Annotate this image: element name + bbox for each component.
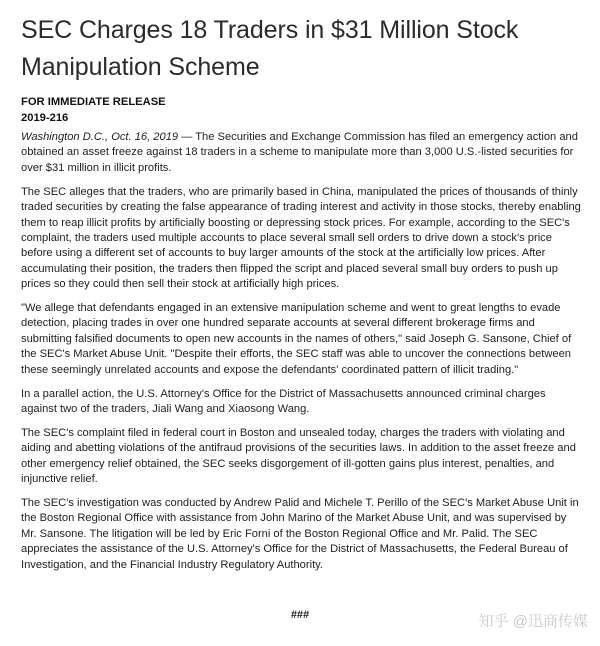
release-number: 2019-216 [21,112,69,124]
paragraph-1-text: The Securities and Exchange Commission has filed an emergency action and obtained an asset freeze against 18 traders in a scheme to manipulate more than 3,000 U.S.-listed securities for over $31 million in illicit profits. [21,131,578,174]
paragraph-5: The SEC's complaint filed in federal court in Boston and unsealed today, charges the traders with violating and aiding and abetting violations of the antifraud provisions of the securities laws. In addition to the asset freeze and other emergency relief obtained, the SEC seeks disgorgement of ill-gotten gains plus interest, penalties, and injunctive relief. [21,426,576,486]
watermark: 知乎 @迅商传媒 [478,613,588,630]
paragraph-3-quote: "We allege that defendants engaged in an extensive manipulation scheme and went to great lengths to evade detection, placing trades in over one hundred separate accounts at several different brokerage firms and submitting falsified documents to open new accounts in the names of others," said Joseph G. Sansone, Chief of the SEC's Market Abuse Unit. "Despite their efforts, the SEC staff was able to uncover the connections between these seemingly unrelated accounts and expose the defendants' coordinated pattern of illicit trading." [21,302,572,376]
release-label: FOR IMMEDIATE RELEASE [21,96,166,108]
dateline: Washington D.C., Oct. 16, 2019 [21,131,179,143]
paragraph-4: In a parallel action, the U.S. Attorney's Office for the District of Massachusetts announced criminal charges against two of the traders, Jiali Wang and Xiaosong Wang. [21,387,546,415]
paragraph-6: The SEC's investigation was conducted by Andrew Palid and Michele T. Perillo of the SEC's Market Abuse Unit in the Boston Regional Office with assistance from John Marino of the Market Abuse Unit, and was supervised by Mr. Sansone. The litigation will be led by Eric Forni of the Boston Regional Office and Mr. Palid. The SEC appreciates the assistance of the U.S. Attorney's Office for the District of Massachusetts, the Federal Bureau of Investigation, and the Financial Industry Regulatory Authority. [21,497,579,571]
paragraph-1 [21,130,583,176]
paragraph-2: The SEC alleges that the traders, who are primarily based in China, manipulated the prices of thousands of thinly traded securities by creating the false appearance of trading interest and activity in those stocks, thereby enabling them to reap illicit profits by artificially boosting or depressing stock prices. For example, according to the SEC's complaint, the traders used multiple accounts to place several small sell orders to drive down a stock's price before using a different set of accounts to buy larger amounts of the stock at the artificially low prices. After accumulating their position, the traders then flipped the script and placed several small buy orders to push up prices so they could then sell their stock at artificially high prices. [21,185,581,291]
article-body [21,130,583,582]
page-title: SEC Charges 18 Traders in $31 Million Stock Manipulation Scheme [21,16,519,81]
dateline-separator: — [178,131,196,143]
end-mark: ### [290,609,310,621]
